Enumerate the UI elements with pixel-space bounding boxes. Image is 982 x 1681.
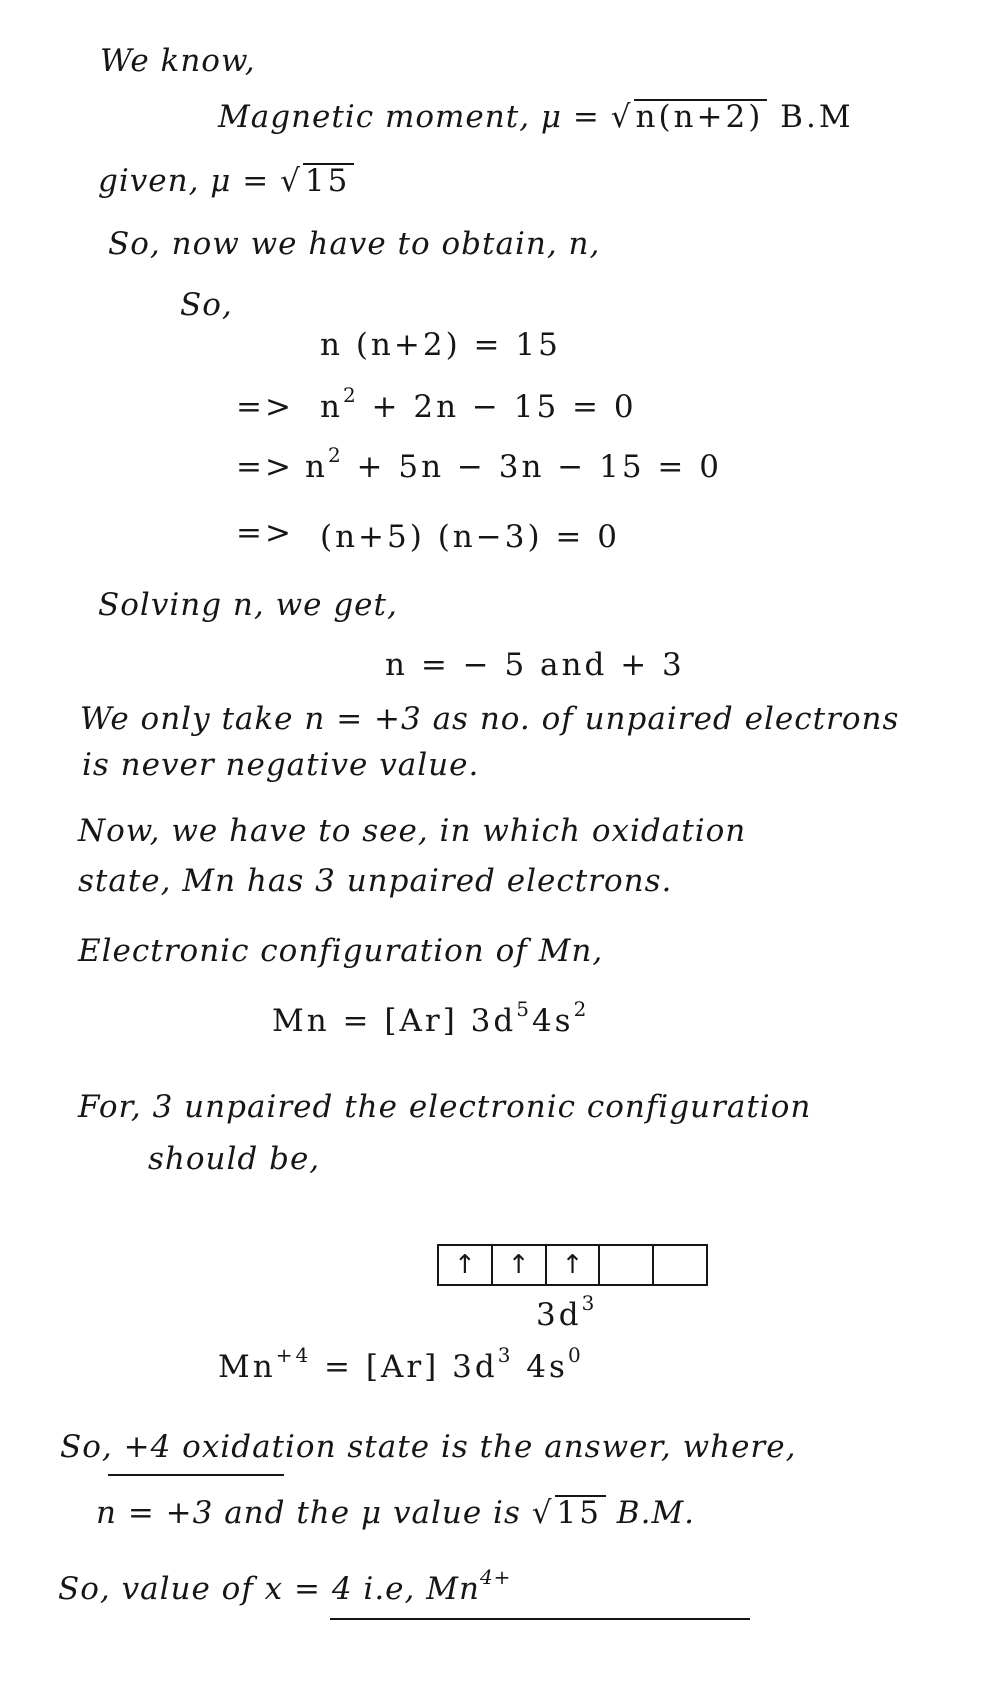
answer-underline: [108, 1474, 284, 1476]
mn4-configuration: $Mn^{+4} = [Ar]$ $3d^3$ $4s^0$: [218, 1343, 584, 1385]
equation-2: $n^2 + 2n - 15 = 0$: [320, 383, 637, 425]
orbital-box-3: ↑: [547, 1246, 601, 1284]
given-sqrt: 15: [303, 163, 354, 197]
so-label: So,: [180, 287, 233, 323]
implies-arrow-2: =>: [236, 449, 294, 485]
implies-arrow-1: =>: [236, 389, 294, 425]
solving-line: Solving n, we get,: [98, 587, 398, 623]
intro-line: We know,: [100, 43, 256, 79]
orbital-box-4: [600, 1246, 654, 1284]
implies-arrow-3: =>: [236, 515, 294, 551]
answer-line-2: n = +3 and the μ value is √15 B.M.: [96, 1495, 696, 1531]
econfig-label: Electronic configuration of Mn,: [78, 933, 604, 969]
for-unpaired-line: For, 3 unpaired the electronic configuration: [78, 1089, 812, 1125]
obtain-line: So, now we have to obtain, n,: [108, 226, 601, 262]
final-answer-underline: [330, 1618, 750, 1620]
given-line: given, μ = √15: [98, 162, 354, 200]
roots-line: n = − 5 and + 3: [385, 647, 685, 683]
equation-4: (n+5) (n−3) = 0: [320, 519, 620, 555]
orbital-label-3d3: $3d^3$: [536, 1291, 598, 1333]
given-label: given, μ =: [98, 163, 281, 199]
never-negative-line: is never negative value.: [82, 747, 480, 783]
final-answer-line: So, value of x = 4 i.e, $Mn^{4+}$: [58, 1565, 512, 1607]
orbital-box-5: [654, 1246, 706, 1284]
oxidation-question-line: Now, we have to see, in which oxidation: [78, 813, 747, 849]
formula-label: Magnetic moment, μ =: [218, 99, 611, 135]
formula-unit: B.M: [767, 99, 854, 135]
mn-configuration: Mn = [Ar] $3d^54s^2$: [272, 997, 590, 1039]
orbital-box-1: ↑: [439, 1246, 493, 1284]
only-take-line: We only take n = +3 as no. of unpaired electrons: [80, 701, 900, 737]
magnetic-moment-formula: Magnetic moment, μ = √n(n+2) B.M: [218, 99, 854, 135]
3d-orbital-diagram: [437, 1244, 708, 1286]
equation-3: $n^2 + 5n - 3n - 15 = 0$: [305, 443, 722, 485]
mn-unpaired-line: state, Mn has 3 unpaired electrons.: [78, 863, 673, 899]
formula-sqrt: n(n+2): [634, 99, 768, 133]
should-be-line: should be,: [148, 1141, 321, 1177]
orbital-box-2: ↑: [493, 1246, 547, 1284]
answer-line-1: So, +4 oxidation state is the answer, where,: [60, 1429, 797, 1465]
equation-1: n (n+2) = 15: [320, 327, 561, 363]
